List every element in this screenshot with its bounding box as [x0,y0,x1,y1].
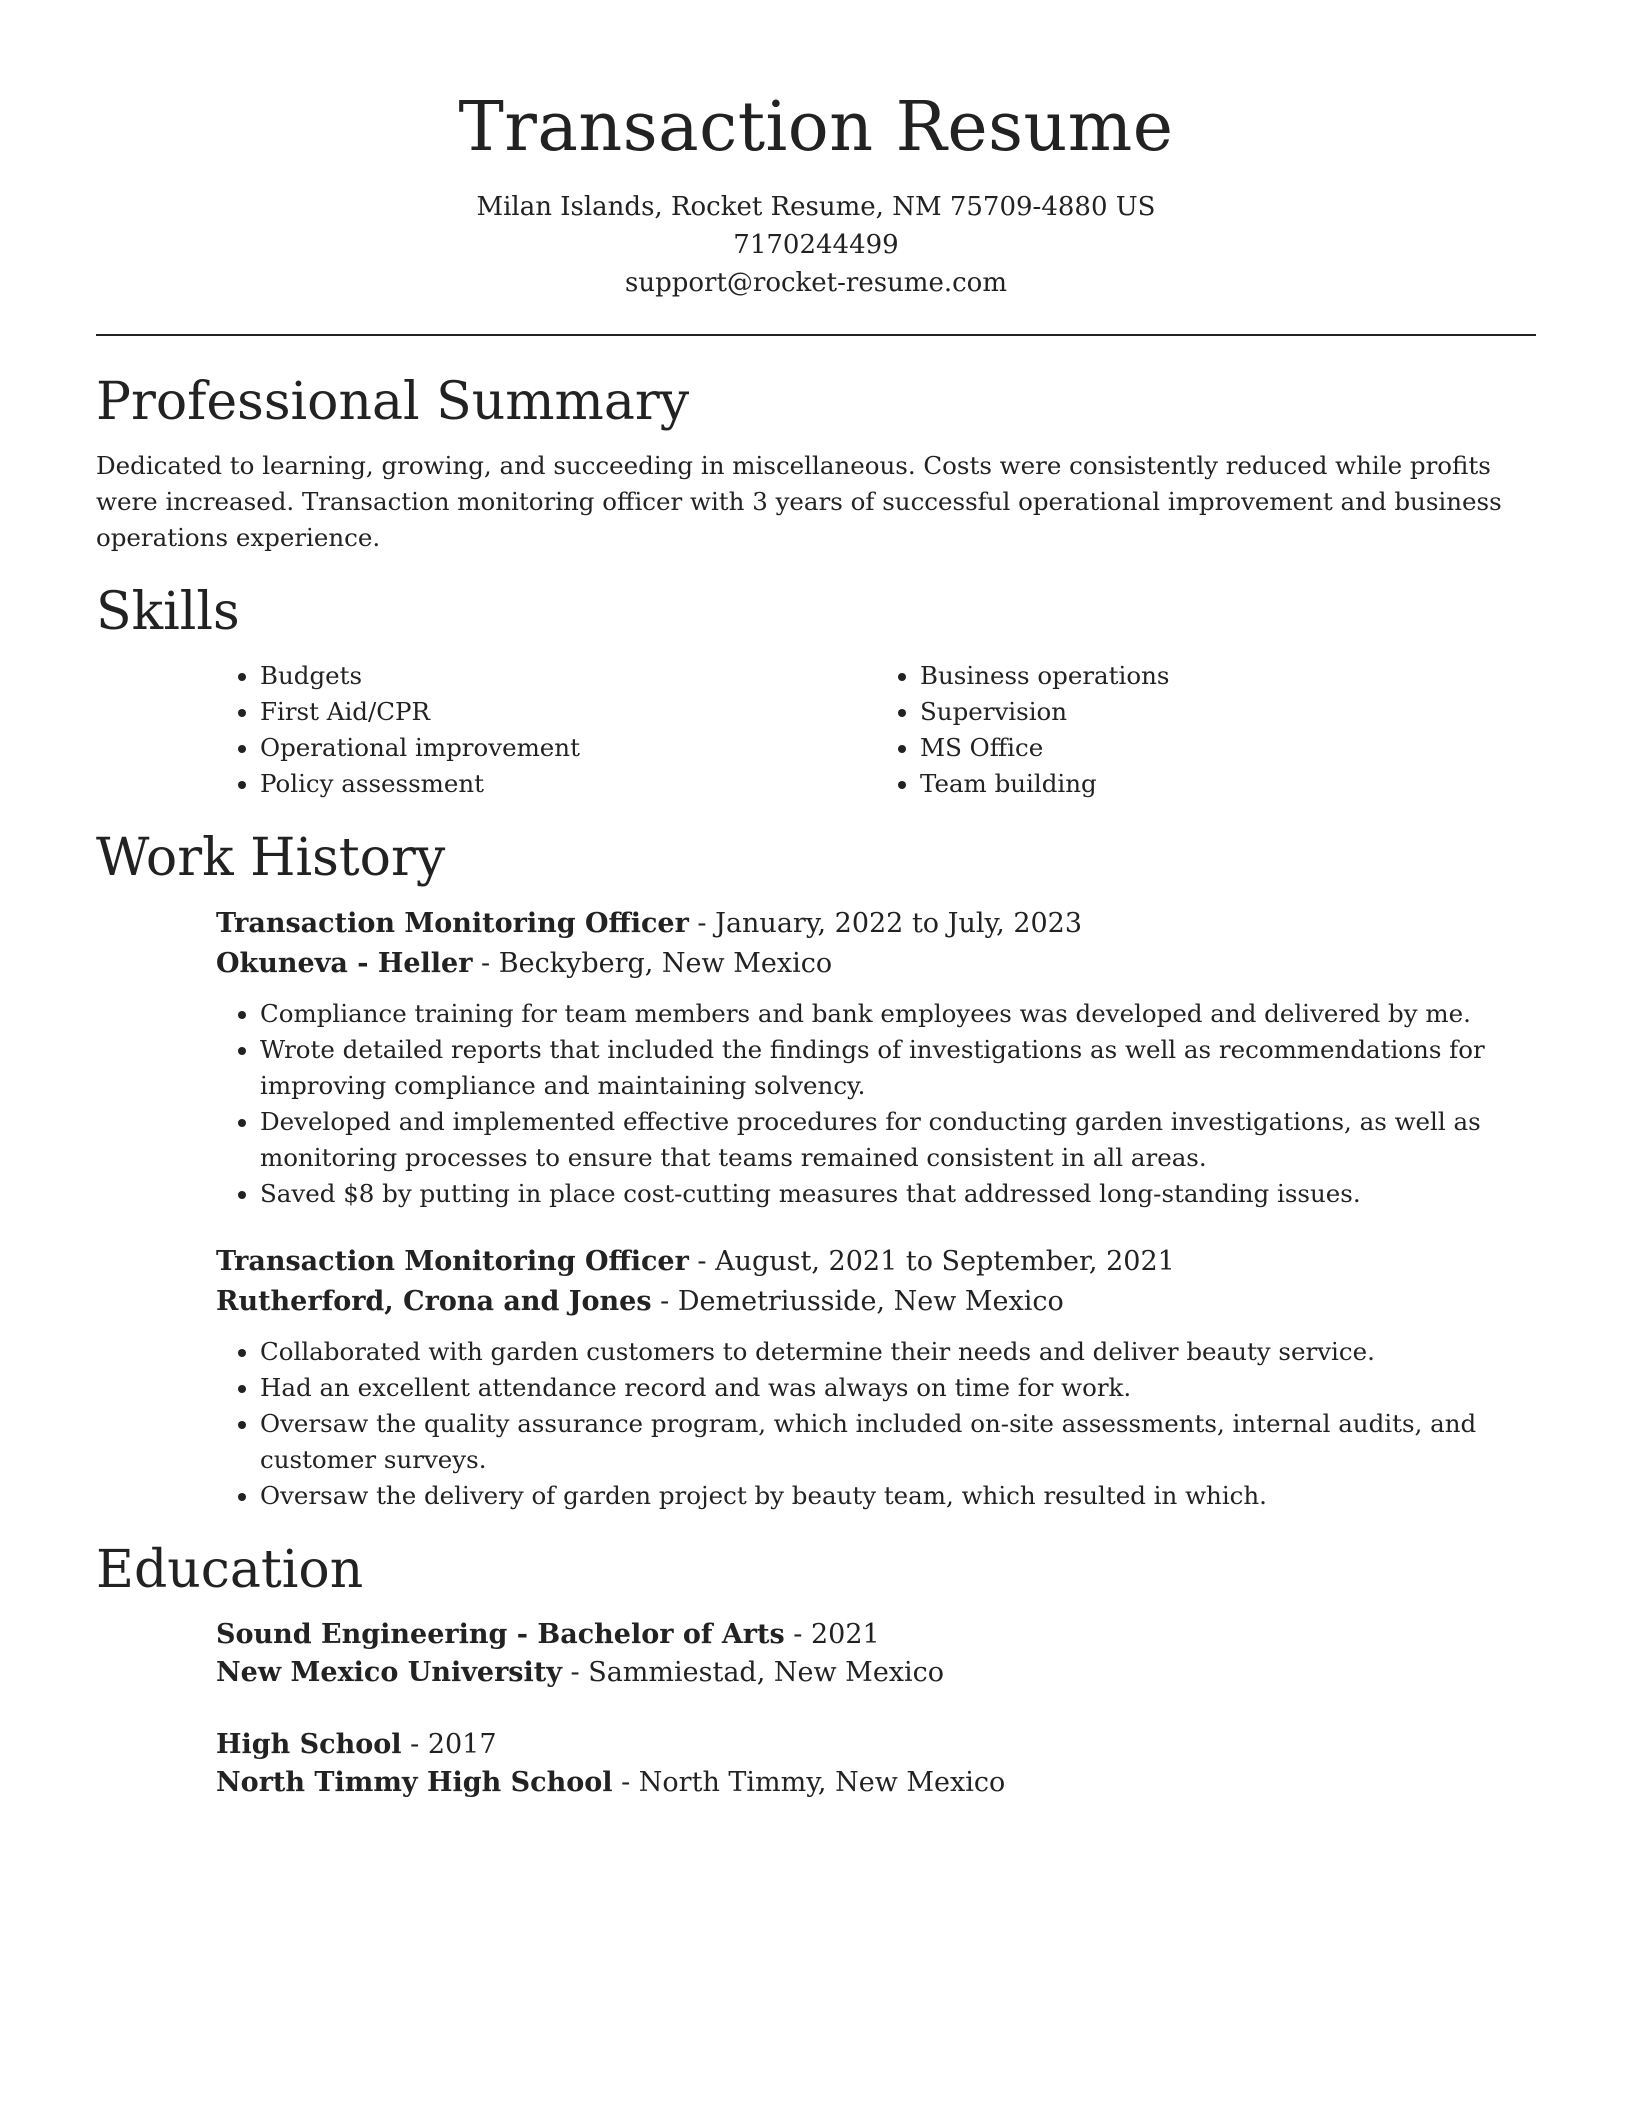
education-degree: High School [216,1729,402,1760]
skills-column-right [876,658,1536,802]
job-location: - Demetriusside, New Mexico [651,1286,1064,1317]
job-bullets [216,996,1536,1212]
education-school-line [216,1654,1536,1692]
job-dates: - January, 2022 to July, 2023 [688,908,1083,939]
job-bullet: • Oversaw the delivery of garden project by beauty team, which resulted in which. [260,1478,1536,1514]
job-bullet: • Saved $8 by putting in place cost-cutting measures that addressed long-standing issues. [260,1176,1536,1212]
skill-item: • Budgets [260,658,876,694]
skill-item: • MS Office [920,730,1536,766]
job-company-line [216,1282,1536,1322]
skill-item: • Team building [920,766,1536,802]
section-title-summary: Professional Summary [96,372,690,432]
job-bullet: • Collaborated with garden customers to determine their needs and deliver beauty service. [260,1334,1536,1370]
header-divider [96,334,1536,336]
education-entry [216,1726,1536,1802]
phone: 7170244499 [733,230,899,260]
candidate-name: Transaction Resume [458,88,1174,167]
skill-item: • Operational improvement [260,730,876,766]
job-company: Rutherford, Crona and Jones [216,1286,652,1317]
job-company: Okuneva - Heller [216,948,473,979]
skill-item: • Business operations [920,658,1536,694]
section-title-education: Education [96,1540,364,1600]
job-bullet: • Wrote detailed reports that included the findings of investigations as well as recommendations for improving compliance and maintaining solvency. [260,1032,1536,1104]
email[interactable]: support@rocket-resume.com [624,268,1007,298]
job-title-line [216,904,1536,944]
skill-item: • Policy assessment [260,766,876,802]
education-section [96,1540,1536,1802]
job-title-line [216,1242,1536,1282]
job-bullets [216,1334,1536,1514]
job-entry [216,904,1536,1212]
education-year: - 2017 [401,1729,497,1760]
section-title-skills: Skills [96,582,240,642]
education-school: North Timmy High School [216,1767,613,1798]
summary-text: Dedicated to learning, growing, and succeeding in miscellaneous. Costs were consistently reduced while profits were increased. Transaction monitoring officer with 3 years of successful operational improvement and business operations experience. [96,451,1502,552]
job-bullet: • Had an excellent attendance record and was always on time for work. [260,1370,1536,1406]
contact-info [96,188,1536,302]
job-role: Transaction Monitoring Officer [216,908,689,939]
education-degree-line [216,1616,1536,1654]
job-bullet: • Developed and implemented effective procedures for conducting garden investigations, as well as monitoring processes to ensure that teams remained consistent in all areas. [260,1104,1536,1176]
job-company-line [216,944,1536,984]
skills-column-left [216,658,876,802]
education-degree: Sound Engineering - Bachelor of Arts [216,1619,785,1650]
summary-section [96,372,1536,556]
work-section [96,828,1536,1514]
section-title-work: Work History [96,828,446,888]
skills-list [216,658,1536,802]
education-year: - 2021 [784,1619,880,1650]
job-location: - Beckyberg, New Mexico [472,948,833,979]
resume-page [96,0,1536,1802]
education-school-line [216,1764,1536,1802]
resume-header [96,0,1536,302]
address: Milan Islands, Rocket Resume, NM 75709-4880 US [476,192,1156,222]
education-entry [216,1616,1536,1692]
skills-section [96,582,1536,802]
job-role: Transaction Monitoring Officer [216,1246,689,1277]
education-location: - Sammiestad, New Mexico [561,1657,945,1688]
education-location: - North Timmy, New Mexico [612,1767,1006,1798]
skill-item: • Supervision [920,694,1536,730]
job-bullet: • Compliance training for team members and bank employees was developed and delivered by me. [260,996,1536,1032]
job-dates: - August, 2021 to September, 2021 [688,1246,1175,1277]
education-degree-line [216,1726,1536,1764]
skill-item: • First Aid/CPR [260,694,876,730]
job-entry [216,1242,1536,1514]
education-school: New Mexico University [216,1657,562,1688]
job-bullet: • Oversaw the quality assurance program, which included on-site assessments, internal audits, and customer surveys. [260,1406,1536,1478]
